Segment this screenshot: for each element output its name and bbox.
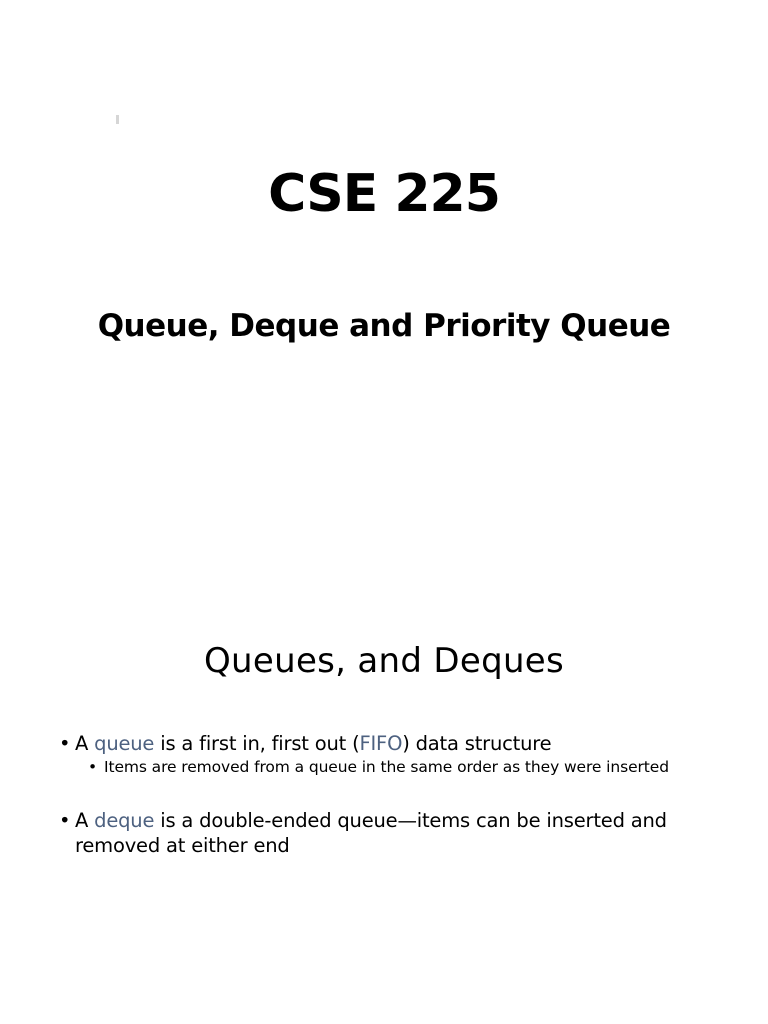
keyword-queue: queue [94,732,155,755]
bullet-deque [58,808,718,858]
bullet-text: is a double-ended queue—items can be inserted and removed at either end [75,809,667,857]
bullet-list [58,731,718,858]
bullet-dot: • [59,809,71,832]
keyword-fifo: FIFO [359,732,403,755]
bullet-text: is a first in, first out ( [154,732,360,755]
bullet-queue [58,731,718,756]
bullet-dot: • [59,732,71,755]
page-marker [116,115,119,124]
sub-bullet-text: Items are removed from a queue in the same order as they were inserted [104,758,669,776]
slide-subtitle: Queue, Deque and Priority Queue [97,308,671,344]
sub-bullet-dot: • [88,758,98,776]
bullet-text: A [75,809,95,832]
bullet-gap [58,778,718,808]
section-heading: Queues, and Deques [203,641,565,681]
bullet-text: ) data structure [402,732,552,755]
bullet-text: A [75,732,95,755]
slide-title: CSE 225 [268,164,500,224]
sub-bullet-order [58,756,718,778]
keyword-deque: deque [94,809,155,832]
